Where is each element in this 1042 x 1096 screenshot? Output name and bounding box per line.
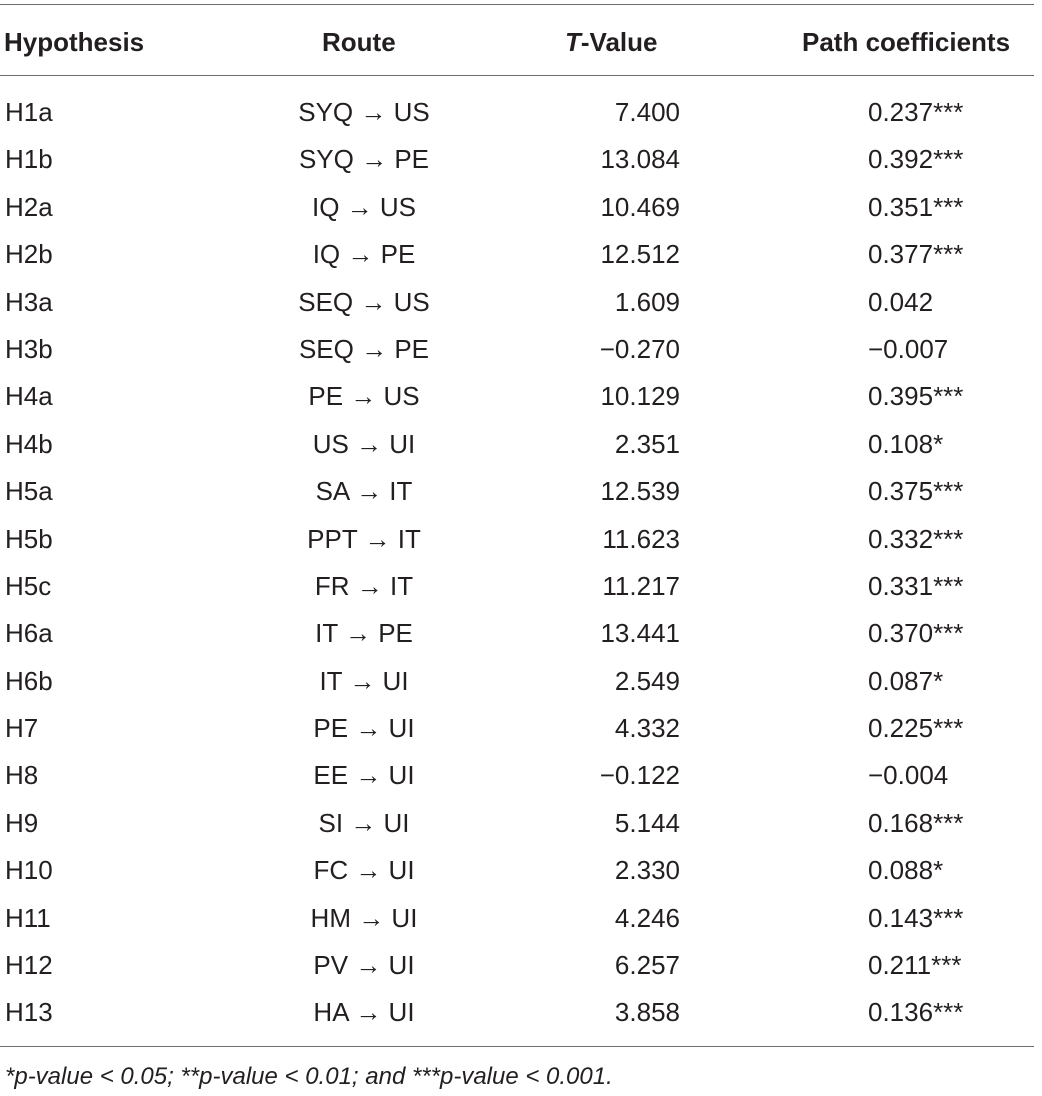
table-row bbox=[0, 752, 1042, 799]
hypothesis-cell: H2b bbox=[5, 239, 53, 270]
t-value-cell: 10.129 bbox=[600, 381, 680, 412]
table-row bbox=[0, 563, 1042, 610]
table-row bbox=[0, 136, 1042, 183]
route-cell: PV → UI bbox=[313, 950, 415, 981]
hypothesis-cell: H5b bbox=[5, 523, 53, 554]
table-row bbox=[0, 705, 1042, 752]
route-cell: US → UI bbox=[312, 428, 416, 459]
route-cell: HM → UI bbox=[310, 902, 418, 933]
t-value-cell: 12.539 bbox=[600, 476, 680, 507]
hypothesis-cell: H7 bbox=[5, 713, 39, 744]
route-cell: PE → UI bbox=[313, 713, 415, 744]
table-bottom-rule bbox=[0, 1046, 1034, 1047]
path-coefficient-cell: −0.004 bbox=[868, 760, 949, 791]
hypothesis-cell: H4b bbox=[5, 428, 53, 459]
route-cell: SYQ → US bbox=[298, 97, 430, 127]
table-row bbox=[0, 610, 1042, 657]
header-t-value-rest: -Value bbox=[580, 27, 658, 57]
path-coefficient-cell: 0.088* bbox=[868, 855, 944, 886]
table-row bbox=[0, 468, 1042, 515]
table-row bbox=[0, 184, 1042, 231]
t-value-cell: 4.332 bbox=[614, 713, 680, 744]
header-route: Route bbox=[322, 27, 396, 57]
t-value-cell: 12.512 bbox=[600, 239, 680, 270]
t-value-cell: −0.270 bbox=[599, 333, 680, 364]
t-value-cell: 13.441 bbox=[600, 618, 680, 649]
route-cell: FC → UI bbox=[313, 855, 415, 886]
path-coefficient-cell: 0.375*** bbox=[868, 476, 964, 507]
route-cell: IQ → PE bbox=[312, 239, 416, 270]
path-coefficient-cell: 0.332*** bbox=[868, 523, 964, 554]
t-value-cell: 3.858 bbox=[614, 997, 680, 1028]
route-cell: SYQ → PE bbox=[298, 144, 430, 175]
t-value-cell: 5.144 bbox=[614, 807, 680, 838]
path-coefficient-cell: 0.143*** bbox=[868, 902, 964, 933]
path-coefficient-cell: 0.377*** bbox=[868, 239, 964, 270]
hypothesis-cell: H3a bbox=[5, 286, 53, 317]
table-row bbox=[0, 516, 1042, 563]
t-value-cell: 2.330 bbox=[614, 855, 680, 886]
path-coefficient-cell: 0.042 bbox=[868, 286, 934, 317]
table-row bbox=[0, 658, 1042, 705]
hypothesis-cell: H11 bbox=[5, 902, 51, 933]
header-path-coefficients: Path coefficients bbox=[802, 27, 1011, 57]
path-coefficient-cell: 0.370*** bbox=[868, 618, 964, 649]
hypothesis-cell: H13 bbox=[5, 997, 53, 1028]
table-top-rule bbox=[0, 4, 1034, 5]
route-cell: IT → PE bbox=[315, 618, 413, 649]
path-coefficient-cell: −0.007 bbox=[868, 333, 949, 364]
t-value-cell: 13.084 bbox=[600, 144, 680, 175]
hypothesis-cell: H1a bbox=[5, 97, 53, 127]
table-body bbox=[0, 89, 1042, 1037]
table-row bbox=[0, 421, 1042, 468]
hypothesis-cell: H9 bbox=[5, 807, 39, 838]
hypothesis-cell: H6b bbox=[5, 665, 53, 696]
route-cell: SI → UI bbox=[318, 807, 410, 838]
t-value-cell: 10.469 bbox=[600, 191, 680, 222]
hypothesis-cell: H10 bbox=[5, 855, 53, 886]
route-cell: IQ → US bbox=[311, 191, 416, 222]
hypothesis-cell: H5a bbox=[5, 476, 53, 507]
route-cell: FR → IT bbox=[314, 570, 414, 601]
t-value-cell: 2.351 bbox=[614, 428, 680, 459]
t-value-cell: 1.609 bbox=[614, 286, 680, 317]
path-coefficient-cell: 0.237*** bbox=[868, 97, 964, 127]
route-cell: PPT → IT bbox=[307, 523, 421, 554]
route-cell: EE → UI bbox=[313, 760, 415, 791]
t-value-cell: 11.623 bbox=[602, 523, 680, 554]
table-row bbox=[0, 942, 1042, 989]
path-coefficient-cell: 0.108* bbox=[868, 428, 944, 459]
path-coefficient-cell: 0.168*** bbox=[868, 807, 964, 838]
route-cell: IT → UI bbox=[319, 665, 409, 696]
path-coefficient-cell: 0.211*** bbox=[868, 950, 962, 981]
table-footnote: *p-value < 0.05; **p-value < 0.01; and ***p-value < 0.001. bbox=[5, 1063, 613, 1090]
table-header-rule bbox=[0, 75, 1034, 76]
route-cell: SEQ → US bbox=[298, 286, 430, 317]
hypothesis-cell: H3b bbox=[5, 333, 53, 364]
header-t-value bbox=[565, 22, 657, 62]
path-coefficient-cell: 0.351*** bbox=[868, 191, 964, 222]
path-coefficient-cell: 0.392*** bbox=[868, 144, 964, 175]
table-row bbox=[0, 895, 1042, 942]
path-coefficient-cell: 0.331*** bbox=[868, 570, 964, 601]
path-coefficient-cell: 0.395*** bbox=[868, 381, 964, 412]
table-row bbox=[0, 89, 1042, 136]
table-row bbox=[0, 326, 1042, 373]
table-row bbox=[0, 847, 1042, 894]
table-row bbox=[0, 279, 1042, 326]
t-value-cell: −0.122 bbox=[599, 760, 680, 791]
table-row bbox=[0, 989, 1042, 1036]
hypothesis-cell: H6a bbox=[5, 618, 53, 649]
t-value-cell: 7.400 bbox=[614, 97, 680, 127]
path-coefficient-cell: 0.136*** bbox=[868, 997, 964, 1028]
route-cell: HA → UI bbox=[313, 997, 415, 1028]
hypothesis-cell: H12 bbox=[5, 950, 53, 981]
path-coefficient-cell: 0.225*** bbox=[868, 713, 964, 744]
hypothesis-cell: H5c bbox=[5, 570, 52, 601]
table-row bbox=[0, 373, 1042, 420]
hypothesis-cell: H2a bbox=[5, 191, 53, 222]
table-row bbox=[0, 231, 1042, 278]
route-cell: PE → US bbox=[308, 381, 420, 412]
route-cell: SEQ → PE bbox=[298, 333, 430, 364]
hypothesis-cell: H1b bbox=[5, 144, 53, 175]
header-hypothesis: Hypothesis bbox=[4, 27, 145, 57]
path-coefficient-cell: 0.087* bbox=[868, 665, 944, 696]
hypothesis-cell: H8 bbox=[5, 760, 39, 791]
t-value-cell: 4.246 bbox=[614, 902, 680, 933]
header-t-value-italic: T bbox=[565, 27, 581, 57]
t-value-cell: 11.217 bbox=[602, 570, 680, 601]
t-value-cell: 2.549 bbox=[614, 665, 680, 696]
route-cell: SA → IT bbox=[315, 476, 413, 507]
table-row bbox=[0, 800, 1042, 847]
hypothesis-cell: H4a bbox=[5, 381, 53, 412]
t-value-cell: 6.257 bbox=[614, 950, 680, 981]
